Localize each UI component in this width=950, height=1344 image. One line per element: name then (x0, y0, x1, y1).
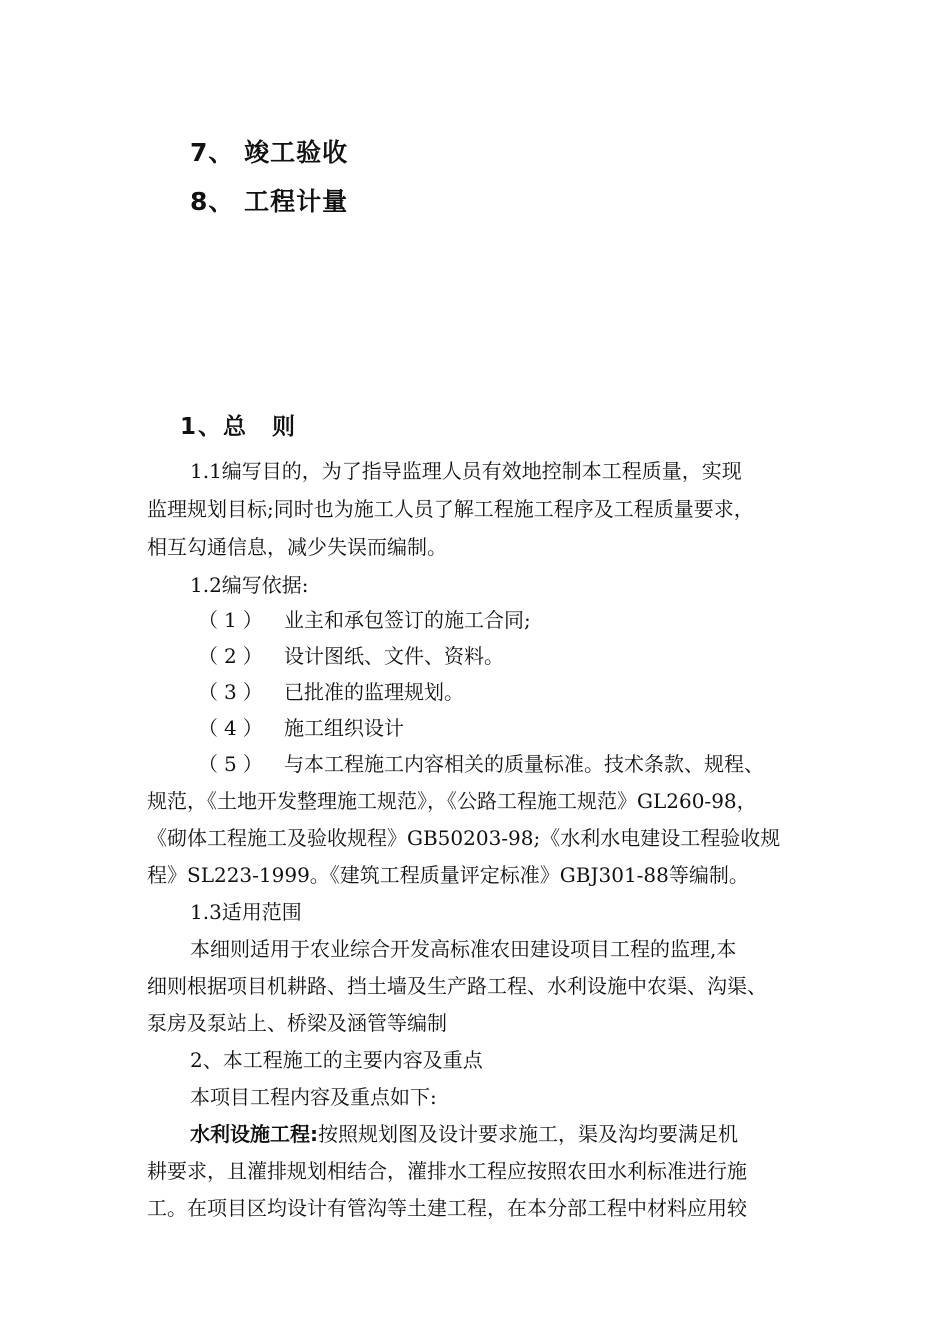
basis-item-text: 施工组织设计 (284, 716, 404, 740)
basis-item-number: （5） (198, 752, 269, 776)
toc-item-measurement: 8、 工程计量 (190, 187, 349, 216)
paragraph-scope-line-1: 本细则适用于农业综合开发高标准农田建设项目工程的监理,本 (190, 937, 737, 961)
paragraph-scope-line-2: 细则根据项目机耕路、挡土墙及生产路工程、水利设施中农渠、沟渠、 (147, 974, 767, 998)
basis-continuation-line-2: 《砌体工程施工及验收规程》GB50203-98;《水利水电建设工程验收规 (147, 826, 781, 850)
paragraph-scope-line-3: 泵房及泵站上、桥梁及涵管等编制 (147, 1011, 447, 1035)
basis-item (198, 605, 531, 635)
toc-item-acceptance: 7、 竣工验收 (190, 138, 349, 167)
basis-item-number: （2） (198, 644, 269, 668)
paragraph-main-content-intro: 本项目工程内容及重点如下: (190, 1085, 437, 1109)
basis-item-text: 与本工程施工内容相关的质量标准。技术条款、规程、 (284, 752, 764, 776)
basis-item-text: 已批准的监理规划。 (284, 680, 464, 704)
paragraph-water-works-line-2: 耕要求，且灌排规划相结合，灌排水工程应按照农田水利标准进行施 (147, 1159, 747, 1183)
basis-item (198, 641, 504, 671)
paragraph-water-works-line-1 (190, 1119, 738, 1149)
paragraph-water-works-line-3: 工。在项目区均设计有管沟等土建工程，在本分部工程中材料应用较 (147, 1196, 747, 1220)
section-heading-word: 则 (272, 414, 298, 440)
paragraph-purpose-line-2: 监理规划目标;同时也为施工人员了解工程施工程序及工程质量要求， (147, 497, 754, 521)
water-works-label: 水利设施工程: (190, 1122, 318, 1146)
basis-item-number: （4） (198, 716, 269, 740)
subsection-basis-title: 1.2编写依据: (190, 573, 309, 597)
section-heading-number: 1、总 (180, 414, 249, 440)
basis-item (198, 677, 464, 707)
basis-item-text: 业主和承包签订的施工合同; (284, 608, 531, 632)
paragraph-purpose-line-1: 1.1编写目的，为了指导监理人员有效地控制本工程质量，实现 (190, 459, 742, 483)
section-heading-general (180, 408, 297, 441)
basis-continuation-line-1: 规范，《土地开发整理施工规范》，《公路工程施工规范》GL260-98， (147, 789, 757, 813)
basis-item-number: （3） (198, 680, 269, 704)
subsection-scope-title: 1.3适用范围 (190, 900, 302, 924)
basis-item-number: （1） (198, 608, 269, 632)
basis-item (198, 749, 764, 779)
basis-item-text: 设计图纸、文件、资料。 (284, 644, 504, 668)
water-works-text: 按照规划图及设计要求施工，渠及沟均要满足机 (318, 1122, 738, 1146)
section-main-content-title: 2、本工程施工的主要内容及重点 (190, 1048, 483, 1072)
basis-item (198, 713, 404, 743)
paragraph-purpose-line-3: 相互勾通信息，减少失误而编制。 (147, 535, 447, 559)
basis-continuation-line-3: 程》SL223-1999。《建筑工程质量评定标准》GBJ301-88等编制。 (147, 863, 749, 887)
